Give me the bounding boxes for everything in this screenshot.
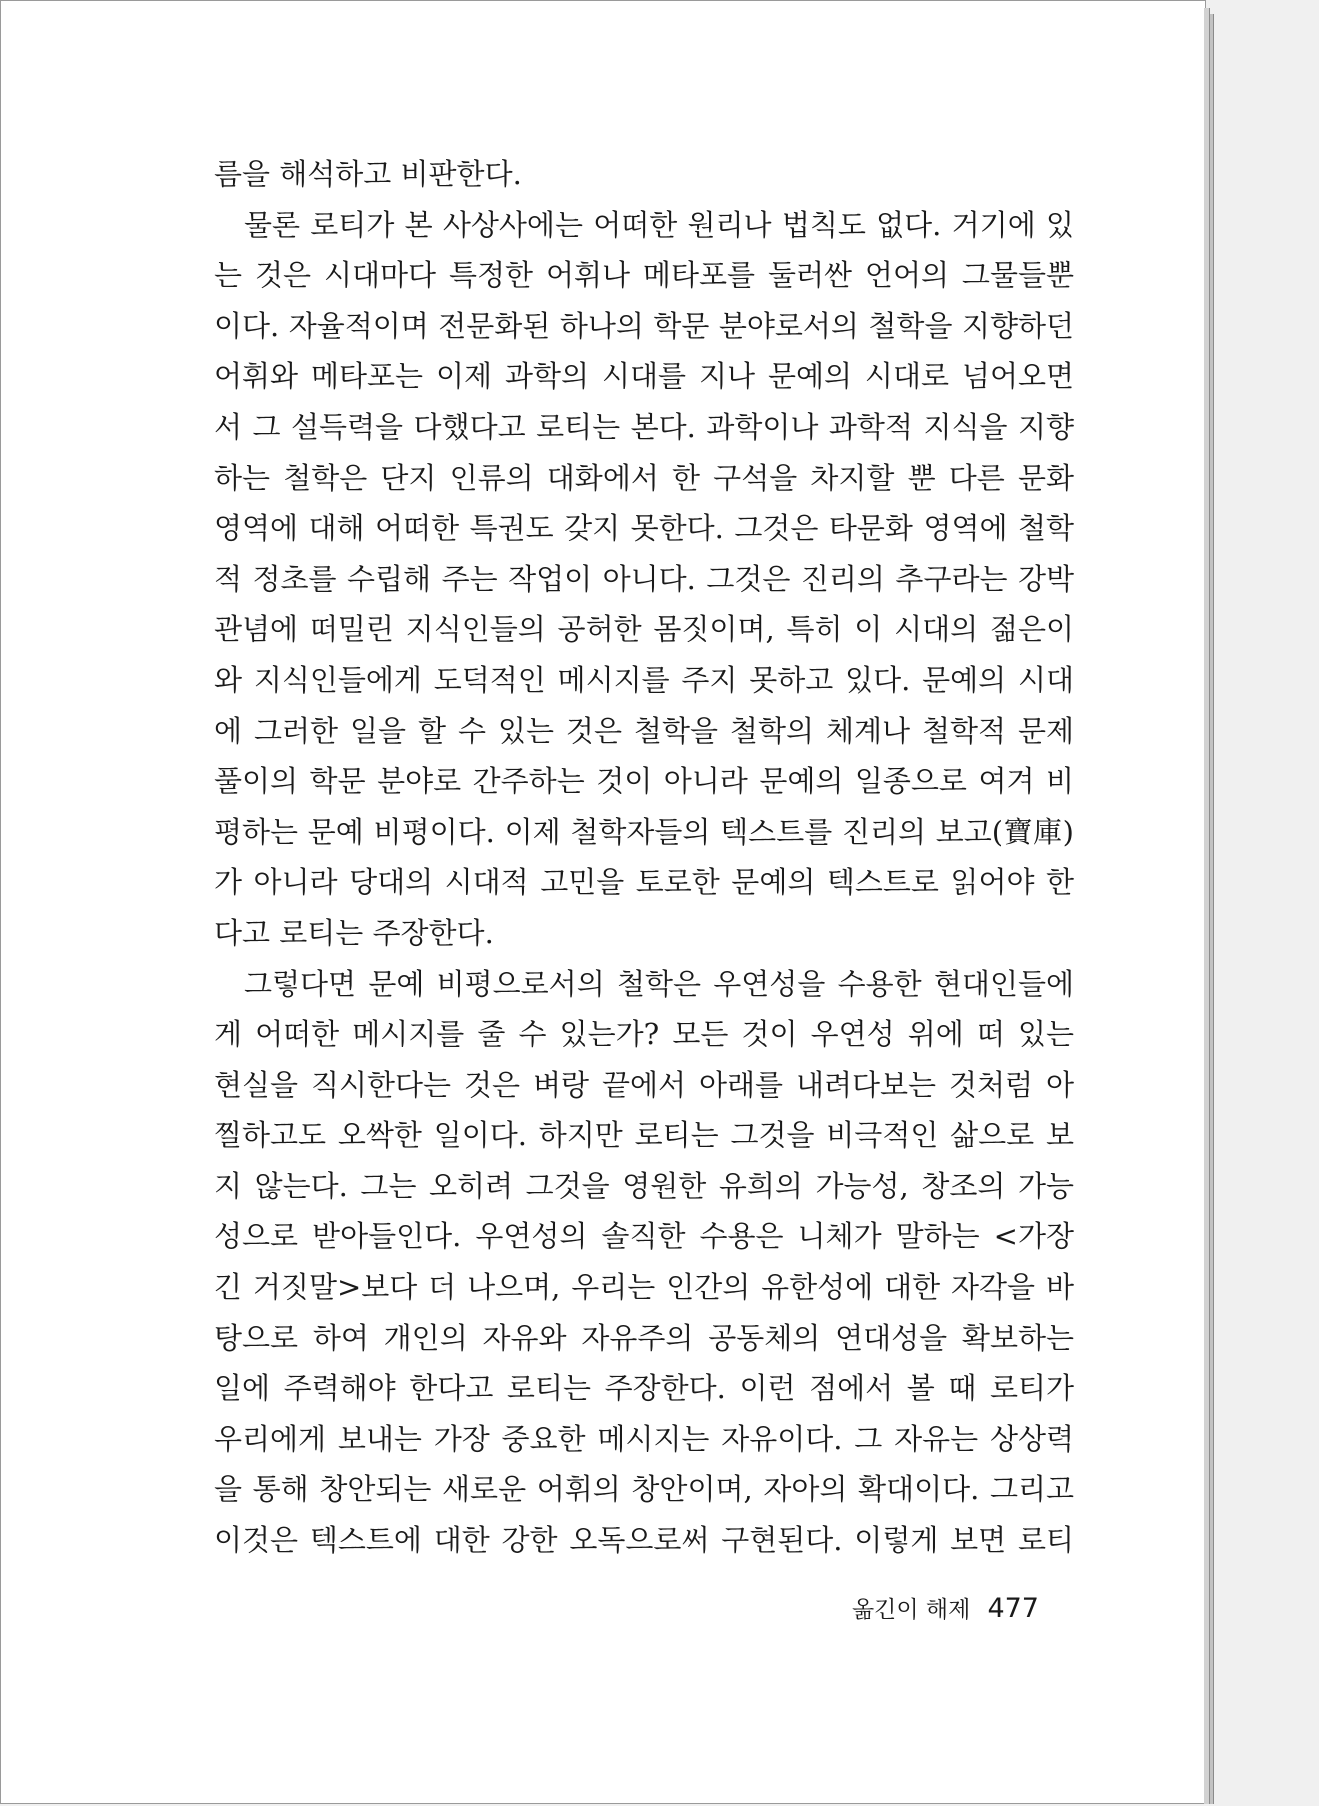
page-number: 477 — [987, 1593, 1039, 1624]
text-line: 서 그 설득력을 다했다고 로티는 본다. 과학이나 과학적 지식을 지향 — [214, 409, 1074, 444]
text-line: 영역에 대해 어떠한 특권도 갖지 못한다. 그것은 타문화 영역에 철학 — [214, 511, 1074, 546]
text-line: 긴 거짓말>보다 더 나으며, 우리는 인간의 유한성에 대한 자각을 바 — [214, 1270, 1074, 1305]
text-line: 물론 로티가 본 사상사에는 어떠한 원리나 법칙도 없다. 거기에 있 — [244, 207, 1074, 242]
text-line: 현실을 직시한다는 것은 벼랑 끝에서 아래를 내려다보는 것처럼 아 — [214, 1067, 1074, 1102]
running-head: 옮긴이 해제 — [851, 1597, 971, 1623]
text-line: 는 것은 시대마다 특정한 어휘나 메타포를 둘러싼 언어의 그물들뿐 — [214, 258, 1074, 293]
text-line: 탕으로 하여 개인의 자유와 자유주의 공동체의 연대성을 확보하는 — [214, 1320, 1074, 1355]
text-line: 게 어떠한 메시지를 줄 수 있는가? 모든 것이 우연성 위에 떠 있는 — [214, 1017, 1074, 1052]
page-edge — [1210, 14, 1214, 1804]
text-line: 찔하고도 오싹한 일이다. 하지만 로티는 그것을 비극적인 삶으로 보 — [214, 1118, 1074, 1153]
text-line: 하는 철학은 단지 인류의 대화에서 한 구석을 차지할 뿐 다른 문화 — [214, 460, 1074, 495]
text-line: 성으로 받아들인다. 우연성의 솔직한 수용은 니체가 말하는 <가장 — [214, 1219, 1074, 1254]
text-line: 평하는 문예 비평이다. 이제 철학자들의 텍스트를 진리의 보고(寶庫) — [214, 814, 1074, 849]
text-line: 이다. 자율적이며 전문화된 하나의 학문 분야로서의 철학을 지향하던 — [214, 308, 1074, 343]
text-line: 그렇다면 문예 비평으로서의 철학은 우연성을 수용한 현대인들에 — [244, 966, 1074, 1001]
text-line: 일에 주력해야 한다고 로티는 주장한다. 이런 점에서 볼 때 로티가 — [214, 1371, 1074, 1406]
page-footer — [801, 1591, 1039, 1624]
text-line: 에 그러한 일을 할 수 있는 것은 철학을 철학의 체계나 철학적 문제 — [214, 713, 1074, 748]
text-line: 풀이의 학문 분야로 간주하는 것이 아니라 문예의 일종으로 여겨 비 — [214, 764, 1074, 799]
text-line: 적 정초를 수립해 주는 작업이 아니다. 그것은 진리의 추구라는 강박 — [214, 561, 1074, 596]
text-line: 관념에 떠밀린 지식인들의 공허한 몸짓이며, 특히 이 시대의 젊은이 — [214, 612, 1074, 647]
text-line: 와 지식인들에게 도덕적인 메시지를 주지 못하고 있다. 문예의 시대 — [214, 662, 1074, 697]
body-text — [214, 149, 1074, 1566]
text-line: 을 통해 창안되는 새로운 어휘의 창안이며, 자아의 확대이다. 그리고 — [214, 1472, 1074, 1507]
text-line: 가 아니라 당대의 시대적 고민을 토로한 문예의 텍스트로 읽어야 한 — [214, 865, 1074, 900]
text-line: 어휘와 메타포는 이제 과학의 시대를 지나 문예의 시대로 넘어오면 — [214, 359, 1074, 394]
text-line: 다고 로티는 주장한다. — [214, 915, 494, 950]
text-line: 우리에게 보내는 가장 중요한 메시지는 자유이다. 그 자유는 상상력 — [214, 1421, 1074, 1456]
text-line: 지 않는다. 그는 오히려 그것을 영원한 유희의 가능성, 창조의 가능 — [214, 1168, 1074, 1203]
text-line: 이것은 텍스트에 대한 강한 오독으로써 구현된다. 이렇게 보면 로티 — [214, 1523, 1074, 1558]
text-line: 름을 해석하고 비판한다. — [214, 157, 522, 191]
